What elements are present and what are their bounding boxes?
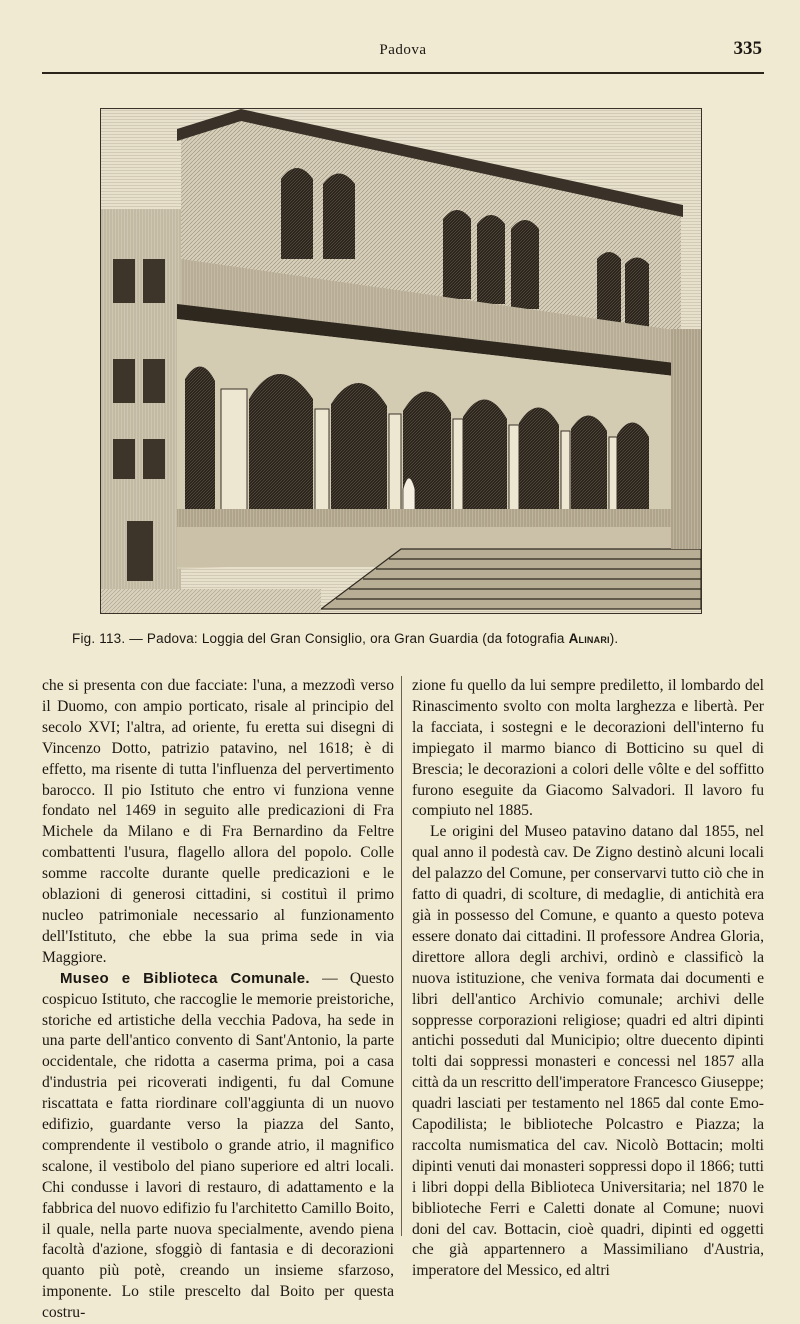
loggia-engraving xyxy=(100,108,702,614)
left-paragraph-1: che si presenta con due facciate: l'una, a mezzodì verso il Duomo, con ampio porticato, risale al principio del secolo XVI; l'altra, ad oriente, fu eretta sui disegni di Vincenzo Dotto, patrizio patavino, nel 1618; è di effetto, ma risente di tutta l'influenza del pervertimento barocco. Il pio Istituto che entro vi funziona venne fondato nel 1469 in seguito alle predicazioni di Fra Michele da Milano e di Fra Bernardino da Feltre combattenti l'usura, flagello allora del popolo. Colle somme raccolte durante quelle predicazioni e le oblazioni di generosi cittadini, si costituì il primo nucleo patrimoniale necessario al funzionamento dell'Istituto, che ebbe la sua prima sede in via Maggiore. xyxy=(42,677,394,966)
caption-end: ). xyxy=(609,631,619,646)
caption-credit: Alinari xyxy=(568,631,610,646)
section-heading: Museo e Biblioteca Comunale. xyxy=(60,969,310,987)
column-divider xyxy=(401,676,402,1236)
page-header xyxy=(42,38,764,74)
right-column xyxy=(412,676,764,1282)
page-number: 335 xyxy=(733,38,762,59)
running-title: Padova xyxy=(379,42,427,58)
left-column xyxy=(42,676,394,1324)
header-rule xyxy=(42,72,764,74)
right-paragraph-2: Le origini del Museo patavino datano dal 1855, nel qual anno il podestà cav. De Zigno destinò alcuni locali del palazzo del Comune, per conservarvi tutto ciò che in fatto di quadri, di scolture, di medaglie, di antichità era già in possesso del Comune, e quanto a questo poteva essere donato dai cittadini. Il professore Andrea Gloria, direttore allora degli archivi, ordinò e classificò la nuova istituzione, che veniva formata dai documenti e libri dell'antico Archivio comunale; archivi delle soppresse corporazioni religiose; quadri ed altri dipinti antichi posseduti dal Municipio; oltre duecento dipinti tolti dai soppressi monasteri e concessi nel 1857 alla città da un rescritto dell'imperatore Francesco Giuseppe; quadri lasciati per testamento nel 1865 dal conte Emo-Capodilista; le biblioteche Polcastro e Piazza; la raccolta numismatica del cav. Nicolò Bottacin; molti dipinti venuti dai monasteri soppressi dopo il 1866; tutti i libri doppi della Biblioteca Universitaria; nel 1870 le biblioteche Ferri e Caletti donate al Comune; nuovi doni del cav. Bottacin, cioè quadri, dipinti ed oggetti che già appartennero a Massimiliano d'Austria, imperatore del Messico, ed altri xyxy=(412,823,764,1280)
left-paragraph-2 xyxy=(42,969,394,1324)
right-paragraph-1: zione fu quello da lui sempre prediletto, il lombardo del Rinascimento svolto con molta larghezza e libertà. Per la facciata, i sostegni e le decorazioni dell'interno fu impiegato il marmo bianco di Botticino su quel di Brescia; le decorazioni a colori delle vôlte e del soffitto furono eseguite da Giacomo Salvadori. Il lavoro fu compiuto nel 1885. xyxy=(412,677,764,820)
figure-caption xyxy=(72,631,772,646)
caption-text: Fig. 113. — Padova: Loggia del Gran Consiglio, ora Gran Guardia (da fotografia xyxy=(72,631,569,646)
section-body: — Questo cospicuo Istituto, che raccoglie le memorie preistoriche, storiche ed artistiche della vecchia Padova, ha sede in una parte dell'antico convento di Sant'Antonio, la parte occidentale, che ridotta a caserma prima, poi a casa d'industria pei ricoverati indigenti, fu dal Comune riscattata e fatta riordinare coll'aggiunta di un nuovo edifizio, guardante verso la piazza del Santo, comprendente il vestibolo o grande atrio, il magnifico scalone, il vestibolo del piano superiore ed altri locali. Chi condusse i lavori di restauro, di adattamento e la fabbrica del nuovo edifizio fu l'architetto Camillo Boito, il quale, nella parte nuova specialmente, avendo piena facoltà d'azione, sfoggiò di fantasia e di decorazioni quanto più potè, creando un insieme sfarzoso, imponente. Lo stile prescelto dal Boito per questa costru- xyxy=(42,969,394,1322)
